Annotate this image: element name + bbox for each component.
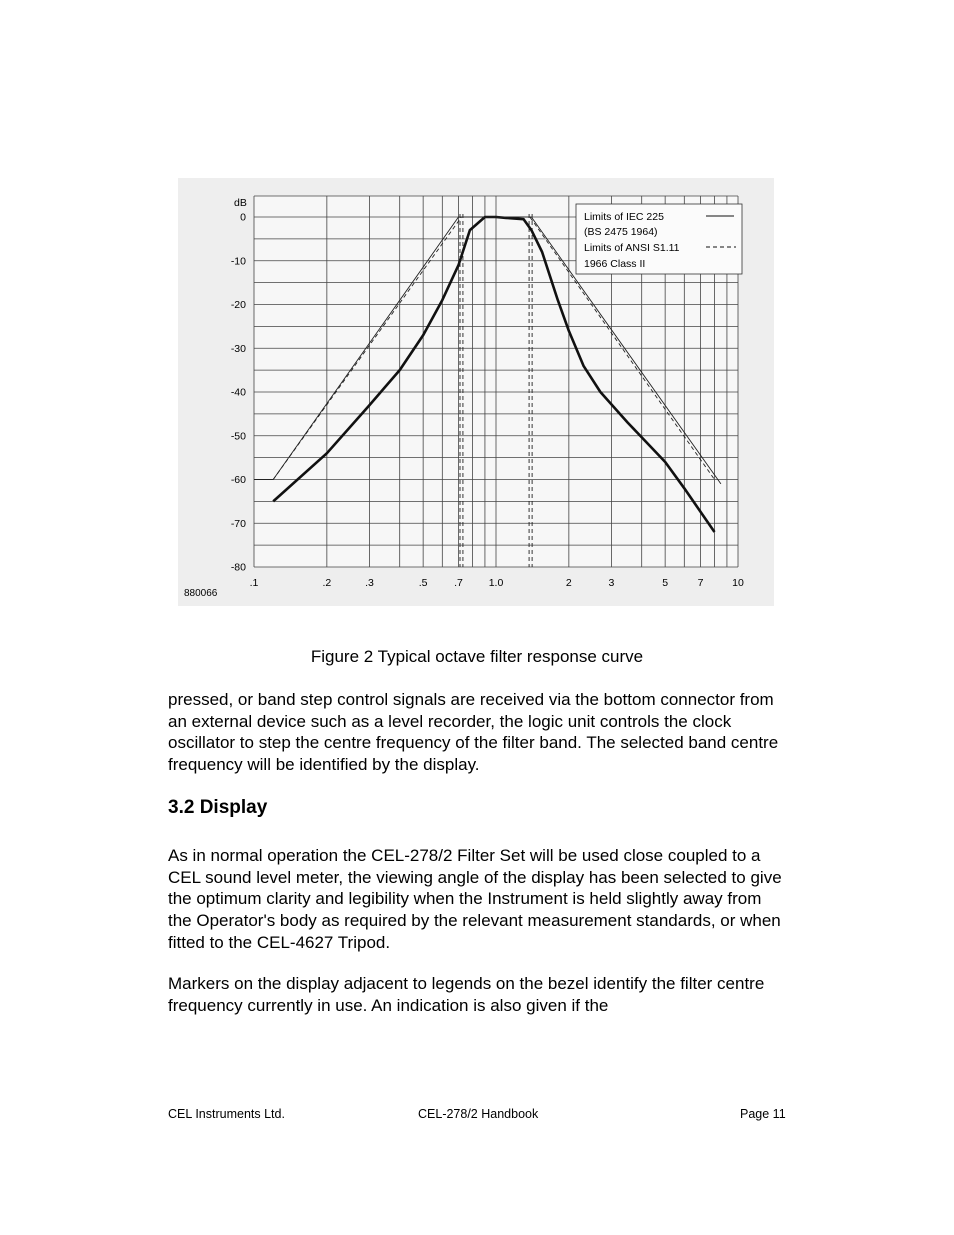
paragraph-display-viewing: As in normal operation the CEL-278/2 Filter Set will be used close coupled to a CEL sound level meter, the viewing angle of the display has been selected to give the optimum clarity and legibility when the Instrument is held slightly away from the Operator's body as required by the relevant measurement standards, or when fitted to the CEL-4627 Tripod. — [168, 846, 782, 952]
y-tick-label: -80 — [230, 561, 246, 574]
legend-line-2: (BS 2475 1964) — [584, 226, 658, 238]
x-tick-label: 2 — [565, 577, 572, 589]
chart-legend — [576, 204, 742, 274]
paragraph-band-step: pressed, or band step control signals are received via the bottom connector from an external device such as a level recorder, the logic unit controls the clock oscillator to step the centre frequency of the filter band. The selected band centre frequency will be identified by the display. — [168, 690, 779, 775]
footer-company: CEL Instruments Ltd. — [168, 1107, 285, 1121]
x-tick-label: .5 — [418, 577, 428, 589]
y-tick-label: -20 — [230, 299, 246, 311]
section-heading: 3.2 Display — [168, 797, 268, 818]
figure-id-label: 880066 — [184, 588, 218, 599]
legend-line-4: 1966 Class II — [584, 258, 646, 270]
x-tick-label: .7 — [454, 577, 463, 589]
y-tick-label: 0 — [240, 211, 246, 224]
y-tick-label: -40 — [230, 386, 246, 399]
x-tick-label: 5 — [662, 577, 669, 589]
x-tick-label: 7 — [697, 577, 704, 589]
x-tick-label: 10 — [732, 577, 744, 589]
x-tick-label: 3 — [608, 577, 615, 589]
footer-page-number: Page 11 — [740, 1107, 786, 1121]
legend-line-3: Limits of ANSI S1.11 — [584, 242, 680, 254]
y-tick-label: -50 — [230, 430, 246, 443]
y-tick-label: -60 — [230, 474, 246, 486]
x-tick-label: .3 — [365, 577, 374, 589]
y-tick-label: -70 — [230, 517, 246, 530]
x-tick-label: .2 — [322, 577, 332, 589]
response-curve-figure — [178, 178, 774, 606]
footer-title: CEL-278/2 Handbook — [418, 1107, 539, 1121]
x-tick-label: 1.0 — [488, 577, 504, 589]
y-tick-label: -30 — [230, 342, 246, 355]
x-tick-label: .1 — [249, 577, 259, 589]
y-axis-label: dB — [234, 197, 247, 209]
figure-caption: Figure 2 Typical octave filter response curve — [310, 647, 644, 666]
paragraph-display-markers: Markers on the display adjacent to legends on the bezel identify the filter centre frequency currently in use. An indication is also given if the — [168, 974, 765, 1015]
filter-response-chart — [178, 178, 774, 606]
legend-line-1: Limits of IEC 225 — [584, 211, 664, 223]
y-tick-label: -10 — [230, 255, 246, 268]
